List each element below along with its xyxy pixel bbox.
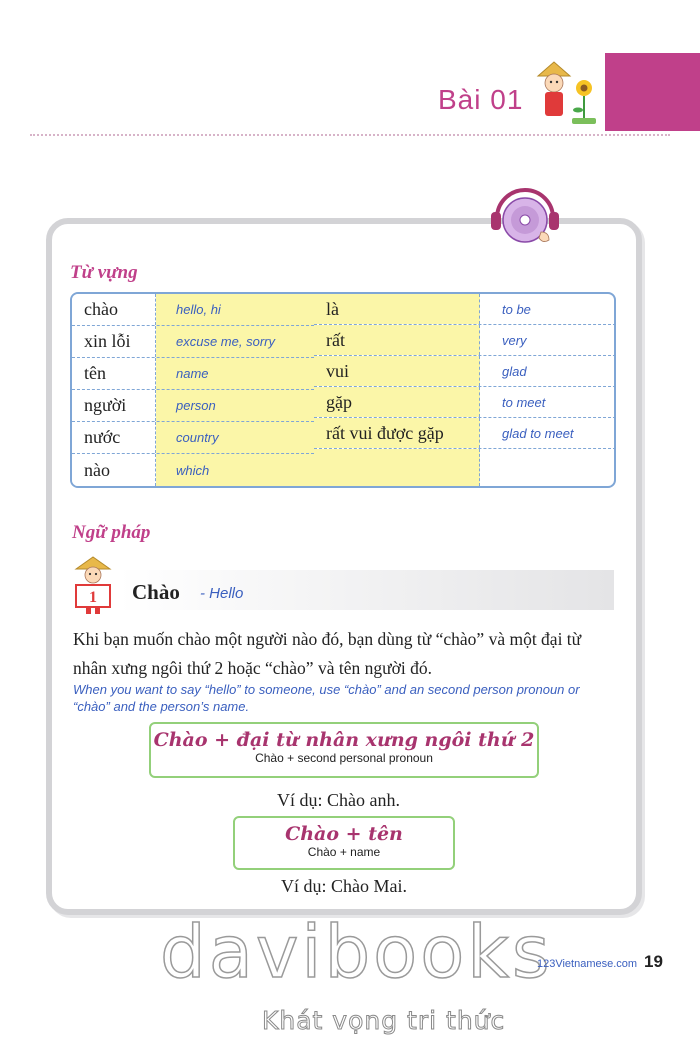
vocab-word: nước: [72, 422, 156, 453]
table-row: [314, 387, 616, 418]
grammar-point-subtitle: - Hello: [200, 585, 244, 602]
vocab-meaning: glad to meet: [502, 425, 574, 441]
grammar-point-bar: [118, 570, 614, 610]
vocab-word: người: [72, 390, 156, 421]
table-row: [72, 454, 314, 486]
vocab-meaning: to be: [502, 301, 531, 317]
vocab-word: là: [314, 294, 480, 324]
vocab-meaning: glad: [502, 363, 527, 379]
grammar-point-number: 1: [89, 589, 97, 606]
vocab-meaning: [480, 449, 502, 486]
formula-box-name: [233, 816, 455, 870]
formula-sub: Chào + second personal pronoun: [255, 751, 433, 765]
header-color-bar: [605, 53, 700, 131]
vocab-meaning: hello, hi: [176, 302, 221, 317]
vocabulary-column-right: [314, 294, 616, 486]
table-row: [72, 294, 314, 326]
vocab-word: nào: [72, 454, 156, 486]
vocab-meaning: which: [176, 462, 210, 478]
formula-box-pronoun: [149, 722, 539, 778]
grammar-point-title: Chào: [132, 580, 180, 604]
vocab-word: rất vui được gặp: [314, 418, 480, 448]
vocab-meaning: excuse me, sorry: [176, 334, 275, 349]
vocab-meaning: person: [176, 398, 216, 413]
example-sentence: Ví dụ: Chào anh.: [277, 790, 400, 810]
page-number: 19: [644, 952, 663, 971]
vocab-word: [314, 449, 480, 486]
example-sentence: Ví dụ: Chào Mai.: [281, 876, 407, 896]
vocab-word: rất: [314, 325, 480, 355]
girl-mascot-icon: [528, 58, 600, 128]
explanation-english: When you want to say “hello” to someone, use “chào” and an second person pronoun or “chào” and the person’s name.: [73, 682, 580, 714]
vocab-word: tên: [72, 358, 156, 389]
vocab-word: chào: [72, 294, 156, 325]
table-row: [314, 449, 616, 486]
table-row: [314, 325, 616, 356]
audio-headphone-icon: [485, 180, 565, 252]
table-row: [72, 358, 314, 390]
header-divider: [30, 134, 670, 136]
publisher-slogan: Khát vọng tri thức: [262, 1006, 506, 1035]
table-row: [314, 294, 616, 325]
vocabulary-table: [70, 292, 616, 488]
boy-number-icon: [72, 555, 114, 615]
formula-main: Chào + tên: [285, 823, 403, 845]
explanation-vietnamese: Khi bạn muốn chào một người nào đó, bạn dùng từ “chào” và một đại từ nhân xưng ngôi thứ 2 hoặc “chào” và tên người đó.: [73, 629, 582, 678]
table-row: [72, 422, 314, 454]
publisher-watermark: davibooks: [160, 910, 553, 994]
lesson-title: Bài 01: [438, 84, 524, 115]
vocabulary-column-left: [72, 294, 316, 486]
vocab-meaning: to meet: [502, 394, 546, 410]
vocab-meaning: country: [176, 430, 219, 445]
table-row: [314, 356, 616, 387]
formula-sub: Chào + name: [307, 845, 381, 859]
table-row: [72, 326, 314, 358]
vocab-word: vui: [314, 356, 480, 386]
grammar-heading: Ngữ pháp: [72, 522, 151, 543]
table-row: [72, 390, 314, 422]
vocab-meaning: name: [176, 366, 209, 381]
vocab-word: xin lỗi: [72, 326, 156, 357]
footer-brand: 123Vietnamese.com: [537, 958, 638, 970]
vocab-meaning: very: [502, 332, 527, 348]
table-row: [314, 418, 616, 449]
vocabulary-heading: Từ vựng: [70, 262, 138, 283]
formula-main: Chào + đại từ nhân xưng ngôi thứ 2: [153, 729, 535, 751]
vocab-word: gặp: [314, 387, 480, 417]
